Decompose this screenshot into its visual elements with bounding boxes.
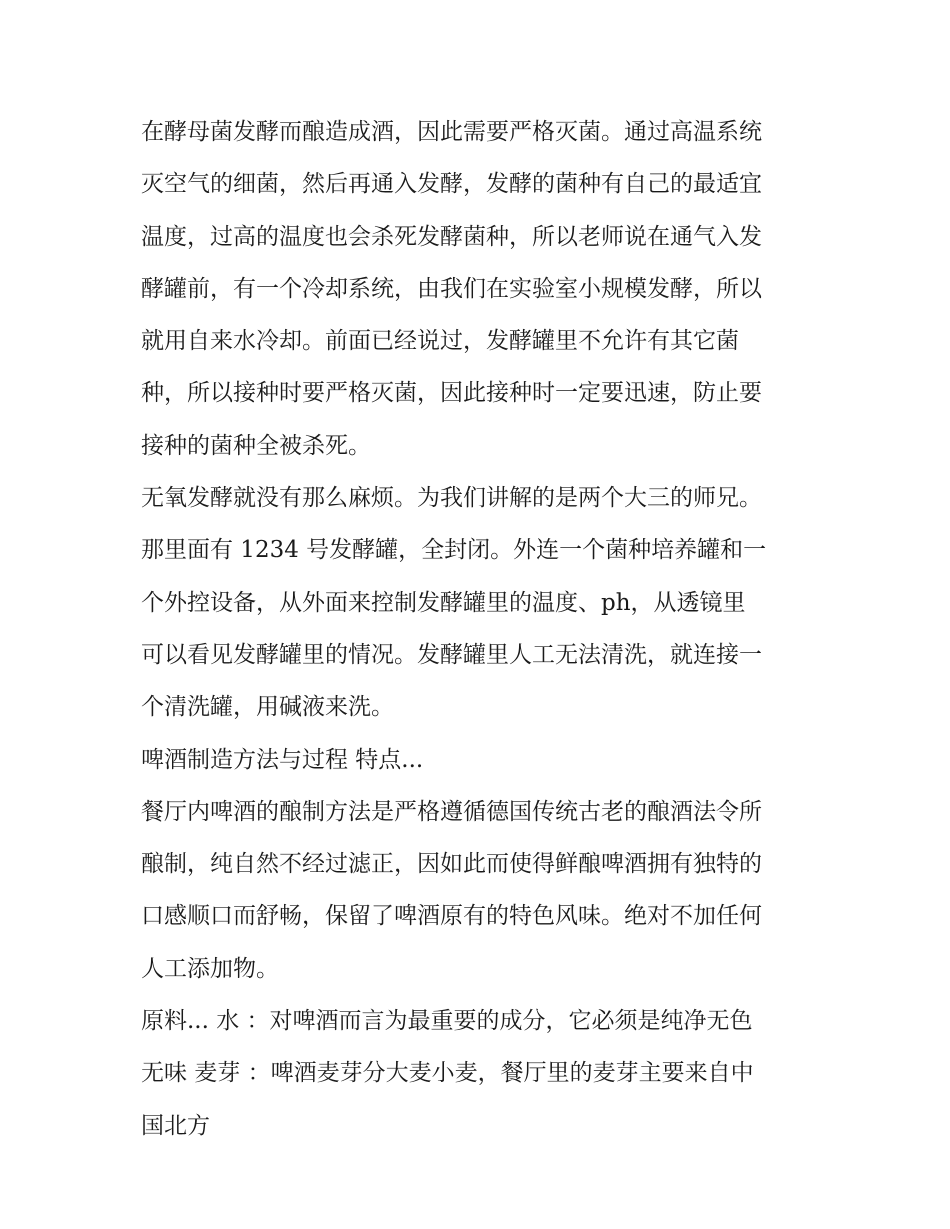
section-heading: 啤酒制造方法与过程 特点... bbox=[141, 746, 424, 773]
text-line: 灭空气的细菌，然后再通入发酵，发酵的菌种有自己的最适宜 bbox=[141, 171, 762, 198]
text-line: 原料... 水 ：对啤酒而言为最重要的成分，它必须是纯净无色 bbox=[141, 1008, 753, 1035]
text-line: 温度，过高的温度也会杀死发酵菌种，所以老师说在通气入发 bbox=[141, 223, 762, 250]
text-line: 就用自来水冷却。前面已经说过，发酵罐里不允许有其它菌 bbox=[141, 328, 739, 355]
text-line: 可以看见发酵罐里的情况。发酵罐里人工无法清洗，就连接一 bbox=[141, 641, 762, 668]
text-line: 在酵母菌发酵而酿造成酒，因此需要严格灭菌。通过高温系统 bbox=[141, 119, 762, 145]
text-line: 国北方 bbox=[141, 1112, 210, 1139]
text-line: 无氧发酵就没有那么麻烦。为我们讲解的是两个大三的师兄。 bbox=[141, 485, 762, 512]
text-line: 人工添加物。 bbox=[141, 955, 279, 982]
body-text bbox=[141, 106, 821, 1152]
text-line: 无味 麦芽 ：啤酒麦芽分大麦小麦，餐厅里的麦芽主要来自中 bbox=[141, 1060, 754, 1087]
text-line: 酿制，纯自然不经过滤正，因如此而使得鲜酿啤酒拥有独特的 bbox=[141, 851, 762, 878]
text-line: 那里面有 1234 号发酵罐，全封闭。外连一个菌种培养罐和一 bbox=[141, 537, 767, 564]
text-line: 个外控设备，从外面来控制发酵罐里的温度、ph，从透镜里 bbox=[141, 589, 746, 616]
text-line: 酵罐前，有一个冷却系统，由我们在实验室小规模发酵，所以 bbox=[141, 275, 762, 302]
text-line: 接种的菌种全被杀死。 bbox=[141, 432, 371, 459]
text-line: 餐厅内啤酒的酿制方法是严格遵循德国传统古老的酿酒法令所 bbox=[141, 798, 762, 825]
text-line: 种，所以接种时要严格灭菌，因此接种时一定要迅速，防止要 bbox=[141, 380, 762, 407]
text-line: 个清洗罐，用碱液来洗。 bbox=[141, 694, 394, 721]
text-line: 口感顺口而舒畅，保留了啤酒原有的特色风味。绝对不加任何 bbox=[141, 903, 762, 930]
